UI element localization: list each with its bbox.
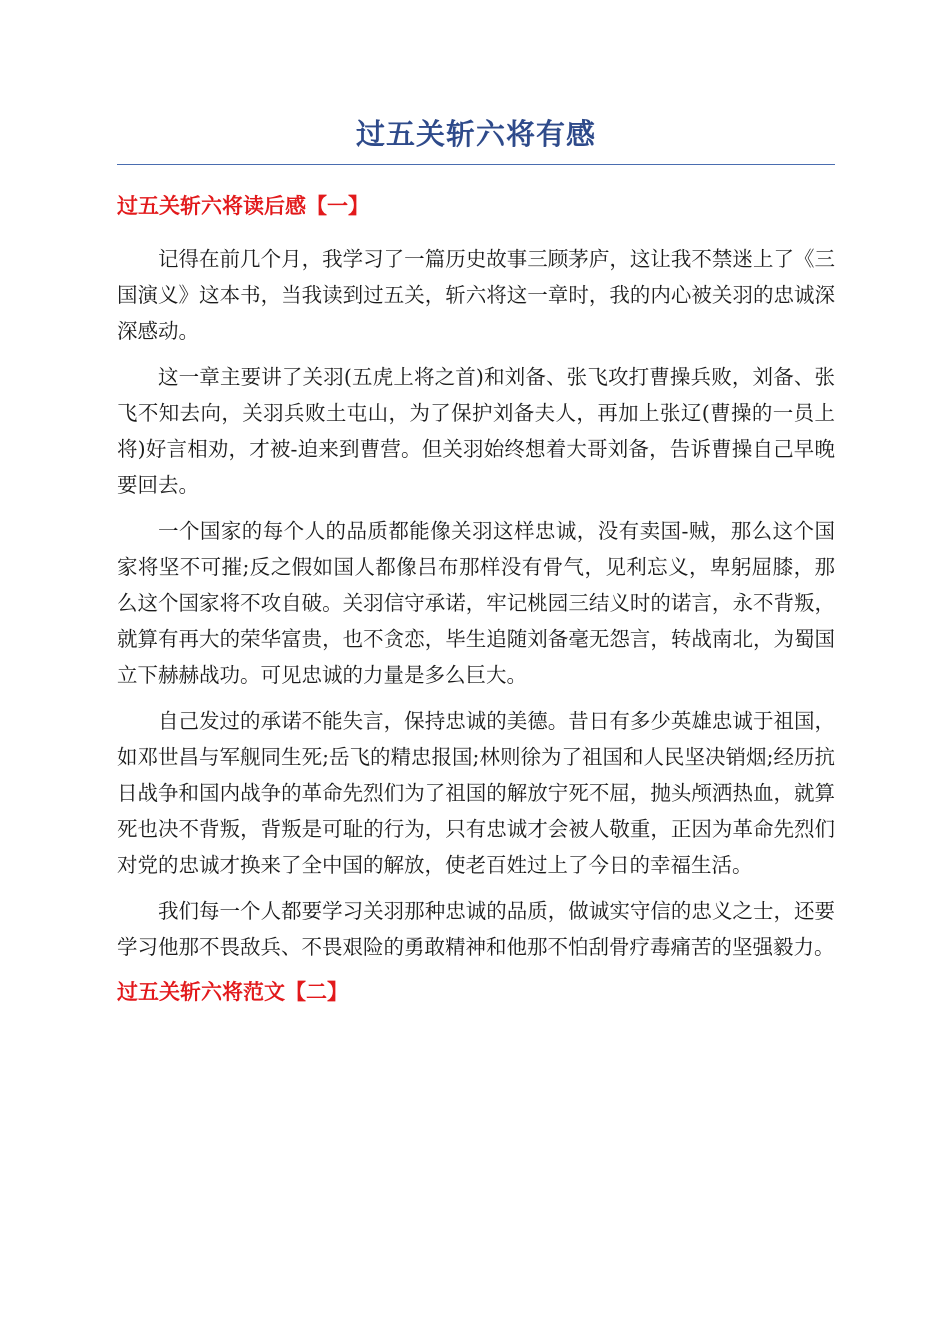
- section-1-body: [117, 241, 835, 965]
- section-heading-2: 过五关斩六将范文【二】: [117, 980, 348, 1004]
- paragraph-4: 自己发过的承诺不能失言，保持忠诚的美德。昔日有多少英雄忠诚于祖国，如邓世昌与军舰同生死;岳飞的精忠报国;林则徐为了祖国和人民坚决销烟;经历抗日战争和国内战争的革命先烈们为了祖国的解放宁死不屈，抛头颅洒热血，就算死也决不背叛，背叛是可耻的行为，只有忠诚才会被人敬重，正因为革命先烈们对党的忠诚才换来了全中国的解放，使老百姓过上了今日的幸福生活。: [117, 709, 835, 877]
- paragraph-3: 一个国家的每个人的品质都能像关羽这样忠诚，没有卖国-贼，那么这个国家将坚不可摧;反之假如国人都像吕布那样没有骨气，见利忘义，卑躬屈膝，那么这个国家将不攻自破。关羽信守承诺，牢记桃园三结义时的诺言，永不背叛，就算有再大的荣华富贵，也不贪恋，毕生追随刘备毫无怨言，转战南北，为蜀国立下赫赫战功。可见忠诚的力量是多么巨大。: [117, 519, 835, 687]
- paragraph-2: 这一章主要讲了关羽(五虎上将之首)和刘备、张飞攻打曹操兵败，刘备、张飞不知去向，关羽兵败土屯山，为了保护刘备夫人，再加上张辽(曹操的一员上将)好言相劝，才被-迫来到曹营。但关羽始终想着大哥刘备，告诉曹操自己早晚要回去。: [117, 365, 835, 497]
- document-page: [117, 100, 835, 1007]
- paragraph-5: 我们每一个人都要学习关羽那种忠诚的品质，做诚实守信的忠义之士，还要学习他那不畏敌兵、不畏艰险的勇敢精神和他那不怕刮骨疗毒痛苦的坚强毅力。: [117, 899, 835, 959]
- section-heading-1: 过五关斩六将读后感【一】: [117, 194, 369, 218]
- document-title: 过五关斩六将有感: [355, 117, 596, 151]
- title-divider: [117, 164, 835, 165]
- paragraph-1: 记得在前几个月，我学习了一篇历史故事三顾茅庐，这让我不禁迷上了《三国演义》这本书，当我读到过五关，斩六将这一章时，我的内心被关羽的忠诚深深感动。: [117, 247, 835, 343]
